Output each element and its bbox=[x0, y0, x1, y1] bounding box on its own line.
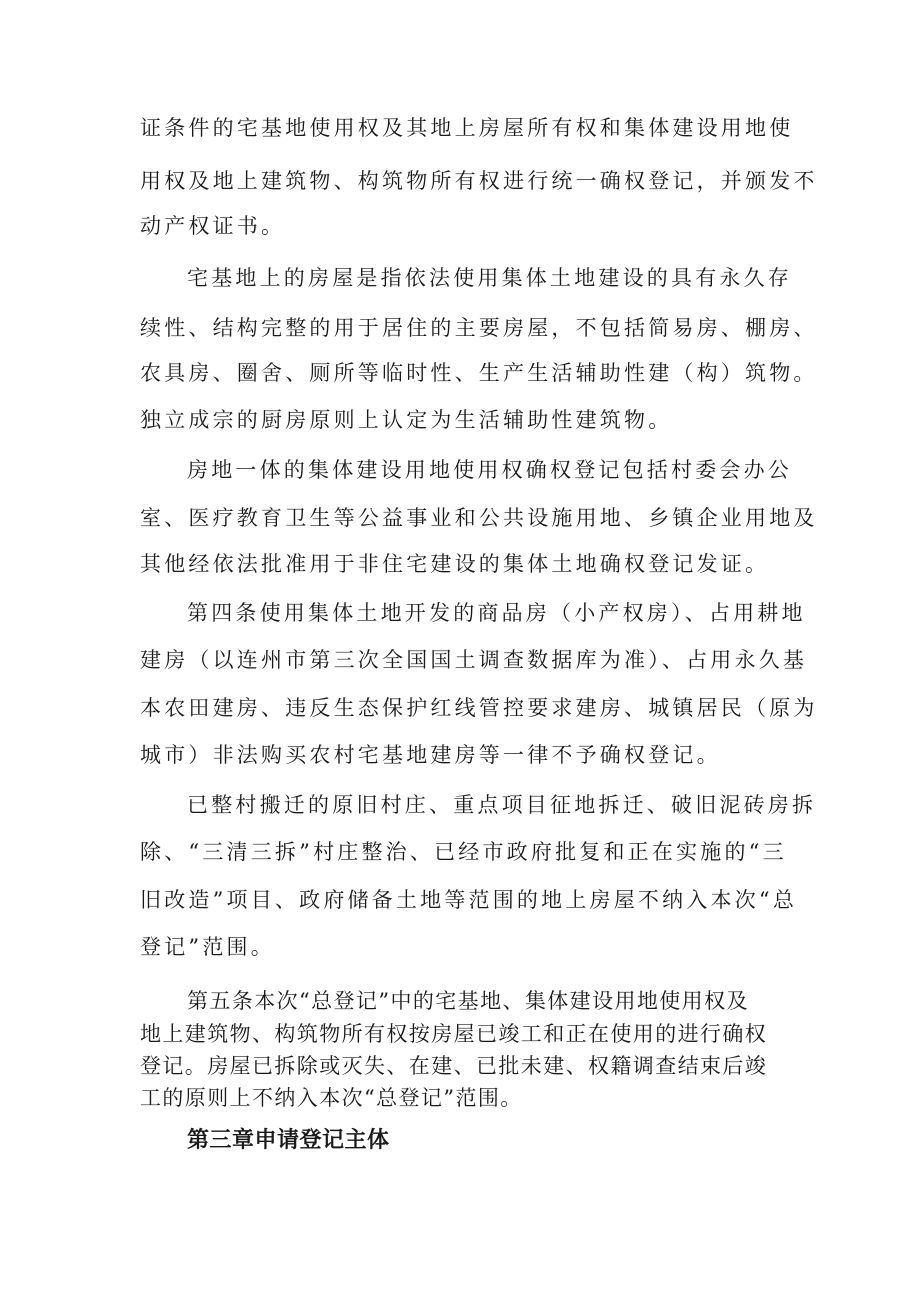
paragraph-6-line-1: 第五条本次“总登记”中的宅基地、集体建设用地使用权及 bbox=[187, 989, 749, 1013]
paragraph-3-line-3: 其他经依法批准用于非住宅建设的集体土地确权登记发证。 bbox=[140, 552, 770, 576]
paragraph-1-line-2: 用权及地上建筑物、构筑物所有权进行统一确权登记，并颁发不 bbox=[140, 169, 818, 193]
paragraph-6-line-2: 地上建筑物、构筑物所有权按房屋已竣工和正在使用的进行确权 bbox=[140, 1022, 768, 1046]
paragraph-5-line-3: 旧改造”项目、政府储备土地等范围的地上房屋不纳入本次“总 bbox=[140, 888, 798, 912]
paragraph-5-line-2: 除、“三清三拆”村庄整治、已经市政府批复和正在实施的“三 bbox=[140, 840, 787, 864]
paragraph-2-line-3: 农具房、圈舍、厕所等临时性、生产生活辅助性建（构）筑物。 bbox=[140, 361, 818, 385]
paragraph-4-line-3: 本农田建房、违反生态保护红线管控要求建房、城镇居民（原为 bbox=[140, 696, 818, 720]
paragraph-4-line-1: 第四条使用集体土地开发的商品房（小产权房）、占用耕地 bbox=[187, 601, 806, 625]
paragraph-3-line-2: 室、医疗教育卫生等公益事业和公共设施用地、乡镇企业用地及 bbox=[140, 506, 818, 530]
paragraph-4-line-2: 建房（以连州市第三次全国国土调查数据库为准）、占用永久基 bbox=[140, 648, 808, 672]
paragraph-2-line-2: 续性、结构完整的用于居住的主要房屋，不包括简易房、棚房、 bbox=[140, 316, 818, 340]
paragraph-1-line-1: 证条件的宅基地使用权及其地上房屋所有权和集体建设用地使 bbox=[140, 116, 794, 140]
chapter-heading: 第三章申请登记主体 bbox=[187, 1128, 390, 1153]
paragraph-2-line-4: 独立成宗的厨房原则上认定为生活辅助性建筑物。 bbox=[140, 408, 673, 432]
paragraph-6-line-3: 登记。房屋已拆除或灭失、在建、已批未建、权籍调查结束后竣 bbox=[140, 1054, 768, 1078]
paragraph-5-line-1: 已整村搬迁的原旧村庄、重点项目征地拆迁、破旧泥砖房拆 bbox=[187, 793, 817, 817]
paragraph-4-line-4: 城市）非法购买农村宅基地建房等一律不予确权登记。 bbox=[140, 743, 721, 767]
paragraph-1-line-3: 动产权证书。 bbox=[140, 214, 286, 238]
paragraph-3-line-1: 房地一体的集体建设用地使用权确权登记包括村委会办公 bbox=[187, 458, 792, 482]
paragraph-5-line-4: 登记”范围。 bbox=[140, 935, 275, 959]
paragraph-2-line-1: 宅基地上的房屋是指依法使用集体土地建设的具有永久存 bbox=[187, 266, 792, 290]
paragraph-6-line-4: 工的原则上不纳入本次“总登记”范围。 bbox=[140, 1086, 523, 1110]
